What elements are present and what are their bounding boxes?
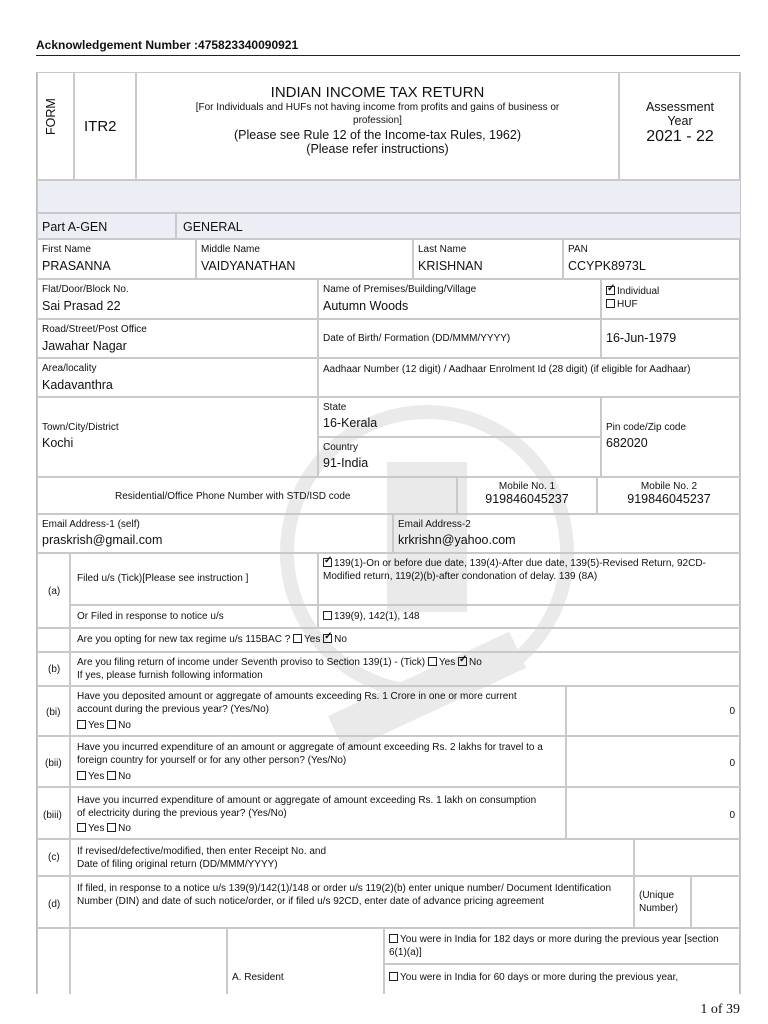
notice-checkbox[interactable] — [323, 611, 332, 620]
flat-value: Sai Prasad 22 — [42, 299, 121, 313]
flat-cell — [37, 279, 318, 319]
regime-no-checkbox[interactable] — [323, 634, 332, 643]
state-cell — [318, 397, 601, 437]
mobile1-value: 919846045237 — [485, 492, 569, 506]
filed-options: 139(1)-On or before due date, 139(4)-After due date, 139(5)-Revised Return, 92CD-Modified return, 119(2)(b)-after condonation of delay. 139 (8A) — [323, 558, 706, 582]
bii-yes-checkbox[interactable] — [77, 771, 86, 780]
road-label: Road/Street/Post Office — [42, 324, 147, 335]
title-cell — [136, 72, 619, 180]
assessment-year-cell — [619, 72, 741, 180]
middle-name-label: Middle Name — [201, 244, 260, 255]
c-text: If revised/defective/modified, then enter Receipt No. and Date of filing original return (DD/MMM/YYYY) — [77, 846, 327, 870]
middle-name-value: VAIDYANATHAN — [201, 259, 296, 273]
town-label: Town/City/District — [42, 422, 119, 433]
biii-cell — [70, 787, 566, 839]
pan-value: CCYPK8973L — [568, 259, 646, 273]
email2-value: krkrishn@yahoo.com — [398, 533, 516, 547]
res-opt2-checkbox[interactable] — [389, 972, 398, 981]
bi-yes-label: Yes — [88, 720, 105, 731]
form-name-cell — [74, 72, 136, 180]
email1-value: praskrish@gmail.com — [42, 533, 163, 547]
form-title: INDIAN INCOME TAX RETURN — [270, 84, 485, 101]
ack-label: Acknowledgement Number : — [36, 38, 199, 52]
first-name-cell — [37, 239, 196, 279]
road-value: Jawahar Nagar — [42, 339, 127, 353]
area-value: Kadavanthra — [42, 378, 113, 392]
mobile2-label: Mobile No. 2 — [640, 481, 698, 492]
filed-139-1-checkbox[interactable] — [323, 558, 332, 567]
biii-no-checkbox[interactable] — [107, 823, 116, 832]
b-code: (b) — [48, 664, 61, 675]
c-value-cell[interactable] — [634, 839, 741, 876]
b-no-label: No — [469, 657, 482, 668]
bi-text: Have you deposited amount or aggregate of amounts exceeding Rs. 1 Crore in one or more current account during the previous year? (Yes/No) — [77, 691, 517, 715]
b-code-cell — [37, 652, 70, 686]
bi-yes-checkbox[interactable] — [77, 720, 86, 729]
notice-label: Or Filed in response to notice u/s — [77, 611, 224, 622]
regime-code-cell — [37, 628, 70, 652]
dob-value: 16-Jun-1979 — [606, 331, 677, 345]
page-number: 1 of 39 — [700, 1002, 740, 1017]
email2-label: Email Address-2 — [398, 519, 471, 530]
regime-yes-checkbox[interactable] — [293, 634, 302, 643]
road-cell — [37, 319, 318, 358]
regime-question: Are you opting for new tax regime u/s 115BAC ? — [77, 634, 291, 645]
town-value: Kochi — [42, 436, 74, 450]
last-name-cell — [413, 239, 563, 279]
flat-label: Flat/Door/Block No. — [42, 284, 129, 295]
ack-divider — [36, 55, 740, 56]
filed-label: Filed u/s (Tick)[Please see instruction ] — [77, 573, 249, 584]
d-cell — [70, 876, 634, 928]
biii-yes-label: Yes — [88, 823, 105, 834]
bii-no-checkbox[interactable] — [107, 771, 116, 780]
bii-cell — [70, 736, 566, 787]
d-code: (d) — [48, 899, 61, 910]
bii-value-cell — [566, 736, 741, 787]
b-cell — [70, 652, 741, 686]
b-text2: If yes, please furnish following information — [77, 670, 263, 681]
notice-label-cell — [70, 605, 318, 628]
bi-code-cell — [37, 686, 70, 736]
a-code-cell — [37, 553, 70, 628]
mobile2-cell — [597, 477, 741, 514]
res-blank-cell — [70, 928, 227, 994]
biii-code: (biii) — [43, 810, 62, 821]
bi-value: 0 — [729, 706, 735, 717]
bi-no-checkbox[interactable] — [107, 720, 116, 729]
state-label: State — [323, 402, 347, 413]
phone-label-cell — [37, 477, 457, 514]
instructions-text: (Please refer instructions) — [306, 142, 449, 156]
form-label: FORM — [44, 98, 58, 135]
state-value: 16-Kerala — [323, 416, 378, 430]
town-cell — [37, 397, 318, 477]
b-yes-checkbox[interactable] — [428, 657, 437, 666]
resident-cell — [227, 928, 384, 994]
b-yes-label: Yes — [438, 657, 456, 668]
res-opt1-checkbox[interactable] — [389, 934, 398, 943]
res-opt2-cell — [384, 964, 741, 994]
bii-no-label: No — [118, 771, 131, 782]
ay-value: 2021 - 22 — [646, 128, 714, 145]
huf-label: HUF — [617, 299, 638, 310]
biii-no-label: No — [118, 823, 131, 834]
res-opt1-cell — [384, 928, 741, 964]
pan-label: PAN — [568, 244, 588, 255]
middle-name-cell — [196, 239, 413, 279]
rule-text: (Please see Rule 12 of the Income-tax Rules, 1962) — [234, 128, 521, 142]
dob-label: Date of Birth/ Formation (DD/MMM/YYYY) — [323, 333, 511, 344]
pan-cell — [563, 239, 741, 279]
d-unique-cell — [634, 876, 691, 928]
mobile1-cell — [457, 477, 597, 514]
phone-label: Residential/Office Phone Number with STD/ISD code — [115, 491, 351, 502]
ay-label1: Assessment — [645, 100, 715, 114]
res-opt2-label: You were in India for 60 days or more during the previous year, — [400, 972, 679, 983]
mobile2-value: 919846045237 — [627, 492, 711, 506]
b-no-checkbox[interactable] — [458, 657, 467, 666]
form-page — [36, 72, 740, 994]
part-code: Part A-GEN — [42, 220, 108, 234]
pin-label: Pin code/Zip code — [606, 422, 687, 433]
biii-text: Have you incurred expenditure of amount or aggregate of amount exceeding Rs. 1 lakh on consumption of electricity during the previous year? (Yes/No) — [77, 795, 537, 819]
last-name-label: Last Name — [418, 244, 467, 255]
first-name-label: First Name — [42, 244, 91, 255]
res-opt1-label: You were in India for 182 days or more during the previous year [section 6(1)(a)] — [389, 934, 719, 958]
individual-label: Individual — [617, 286, 660, 297]
form-label-cell — [37, 72, 74, 180]
form-name: ITR2 — [84, 118, 117, 135]
aadhaar-label: Aadhaar Number (12 digit) / Aadhaar Enrolment Id (28 digit) (if eligible for Aadhaar) — [323, 364, 691, 375]
d-code-cell — [37, 876, 70, 928]
individual-checkbox[interactable] — [606, 286, 615, 295]
premises-value: Autumn Woods — [323, 299, 409, 313]
pin-cell — [601, 397, 741, 477]
dob-value-cell — [601, 319, 741, 358]
email1-cell — [37, 514, 393, 553]
notice-options-cell — [318, 605, 741, 628]
bi-no-label: No — [118, 720, 131, 731]
status-cell — [601, 279, 741, 319]
country-label: Country — [323, 442, 359, 453]
aadhaar-cell — [318, 358, 741, 397]
biii-value: 0 — [729, 810, 735, 821]
premises-cell — [318, 279, 601, 319]
resident-label: A. Resident — [232, 972, 284, 983]
filed-options-cell — [318, 553, 741, 605]
country-value: 91-India — [323, 456, 369, 470]
filed-label-cell — [70, 553, 318, 605]
part-name: GENERAL — [183, 220, 243, 234]
mobile1-label: Mobile No. 1 — [498, 481, 556, 492]
bii-code-cell — [37, 736, 70, 787]
a-code: (a) — [48, 586, 61, 597]
b-text1: Are you filing return of income under Seventh proviso to Section 139(1) - (Tick) — [77, 657, 426, 668]
dob-label-cell — [318, 319, 601, 358]
huf-checkbox[interactable] — [606, 299, 615, 308]
bii-value: 0 — [729, 758, 735, 769]
email2-cell — [393, 514, 741, 553]
regime-cell — [70, 628, 741, 652]
biii-value-cell — [566, 787, 741, 839]
country-cell — [318, 437, 601, 477]
ay-label2: Year — [667, 114, 693, 128]
bi-value-cell — [566, 686, 741, 736]
form-subtitle: [For Individuals and HUFs not having income from profits and gains of business or profession] — [195, 102, 560, 126]
area-cell — [37, 358, 318, 397]
part-name-cell — [176, 213, 741, 239]
email1-label: Email Address-1 (self) — [42, 519, 140, 530]
bii-text: Have you incurred expenditure of an amount or aggregate of amount exceeding Rs. 2 lakhs for travel to a foreign country for yourself or for any other person? (Yes/No) — [77, 742, 543, 766]
bii-yes-label: Yes — [88, 771, 105, 782]
res-code-cell — [37, 928, 70, 994]
d-text: If filed, in response to a notice u/s 139(9)/142(1)/148 or order u/s 119(2)(b) enter unique number/ Document Identification Number (DIN) and date of such notice/order, or if filed u/s 92CD, enter date of advance pricing agreement — [77, 883, 612, 907]
premises-label: Name of Premises/Building/Village — [323, 284, 477, 295]
regime-no-label: No — [334, 634, 347, 645]
area-label: Area/locality — [42, 363, 97, 374]
pin-value: 682020 — [606, 436, 648, 450]
part-code-cell — [37, 213, 176, 239]
acknowledgement — [36, 38, 298, 52]
biii-yes-checkbox[interactable] — [77, 823, 86, 832]
c-cell — [70, 839, 634, 876]
biii-code-cell — [37, 787, 70, 839]
blank-band — [37, 180, 741, 213]
ack-number: 475823340090921 — [198, 38, 299, 52]
notice-options: 139(9), 142(1), 148 — [334, 611, 420, 622]
bi-code: (bi) — [46, 707, 61, 718]
first-name-value: PRASANNA — [42, 259, 111, 273]
bi-cell — [70, 686, 566, 736]
regime-yes-label: Yes — [304, 634, 321, 645]
bii-code: (bii) — [45, 758, 62, 769]
c-code: (c) — [48, 852, 60, 863]
c-code-cell — [37, 839, 70, 876]
d-value-cell[interactable] — [691, 876, 741, 928]
last-name-value: KRISHNAN — [418, 259, 483, 273]
d-unique-label: (Unique Number) — [639, 890, 678, 914]
